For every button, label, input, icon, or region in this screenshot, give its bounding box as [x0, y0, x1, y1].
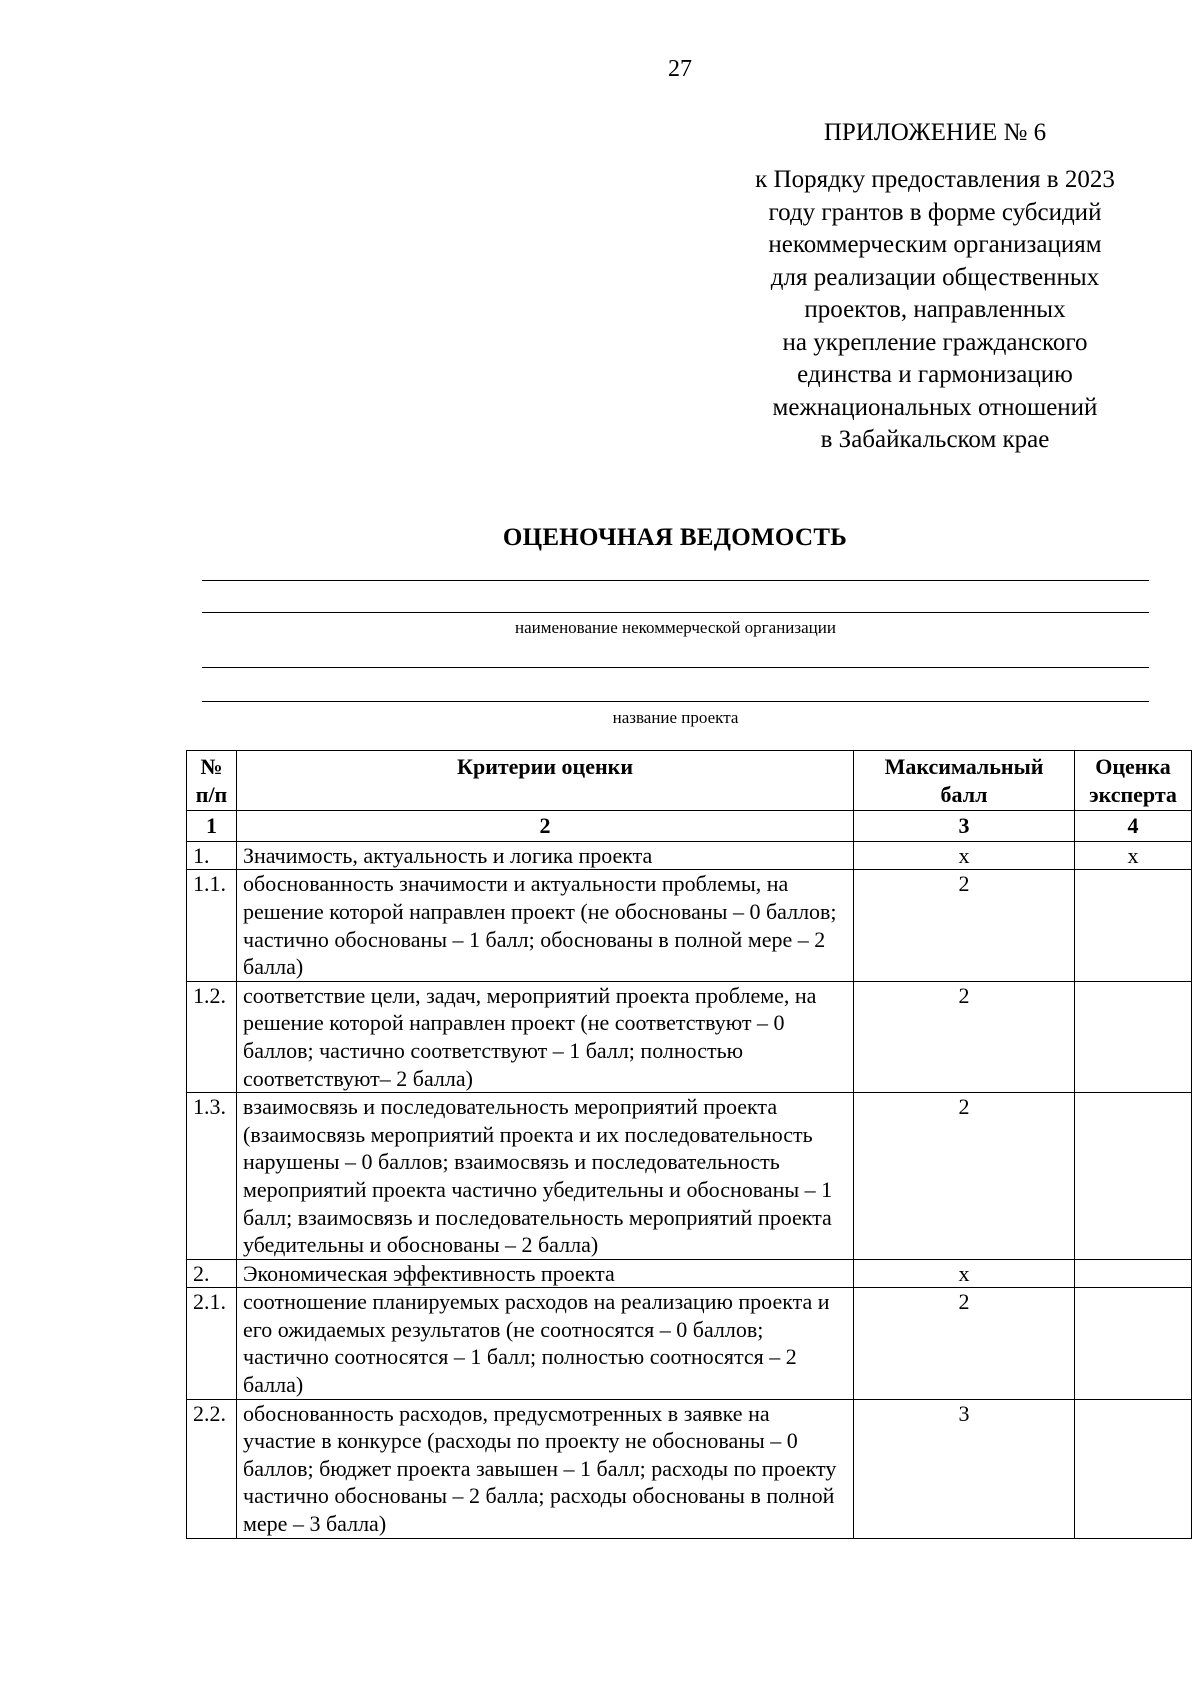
row-criterion: Значимость, актуальность и логика проекта [237, 841, 854, 870]
table-row [187, 1399, 1192, 1538]
row-expert-score [1075, 1399, 1192, 1538]
row-number: 2. [187, 1259, 237, 1288]
column-number: 1 [187, 811, 237, 842]
row-number: 2.1. [187, 1288, 237, 1399]
column-number: 3 [854, 811, 1075, 842]
row-max-score: 2 [854, 1288, 1075, 1399]
appendix-line: к Порядку предоставления в 2023 [755, 166, 1115, 193]
project-name-line [202, 667, 1149, 668]
column-number: 2 [237, 811, 854, 842]
header-number: № п/п [187, 751, 237, 811]
row-criterion: обоснованность расходов, предусмотренных в заявке на участие в конкурсе (расходы по проекту не обоснованы – 0 баллов; бюджет проекта завышен – 1 балл; расходы по проекту частично обоснованы – 2 балла; расходы обоснованы в полной мере – 3 балла) [237, 1399, 854, 1538]
header-expert-score: Оценка эксперта [1075, 751, 1192, 811]
row-max-score: 3 [854, 1399, 1075, 1538]
document-title: ОЦЕНОЧНАЯ ВЕДОМОСТЬ [502, 524, 848, 551]
row-expert-score [1075, 981, 1192, 1092]
row-criterion: обоснованность значимости и актуальности проблемы, на решение которой направлен проект (не обоснованы – 0 баллов; частично обоснованы – 1 балл; обоснованы в полной мере – 2 балла) [237, 870, 854, 981]
appendix-line: проектов, направленных [804, 296, 1066, 323]
row-criterion: Экономическая эффективность проекта [237, 1259, 854, 1288]
appendix-line: в Забайкальском крае [820, 426, 1050, 453]
column-number: 4 [1075, 811, 1192, 842]
appendix-line: единства и гармонизацию [797, 361, 1073, 388]
row-expert-score [1075, 1288, 1192, 1399]
criteria-table [186, 750, 1192, 1539]
org-name-line [202, 612, 1149, 613]
page-number: 27 [668, 56, 692, 82]
row-max-score: х [854, 1259, 1075, 1288]
appendix-subtitle [710, 164, 1160, 457]
org-name-caption: наименование некоммерческой организации [515, 618, 836, 637]
row-number: 1.3. [187, 1093, 237, 1260]
row-number: 1.1. [187, 870, 237, 981]
appendix-line: на укрепление гражданского [782, 328, 1088, 356]
table-header-row [187, 751, 1192, 811]
column-number-row [187, 811, 1192, 842]
row-expert-score: х [1075, 841, 1192, 870]
row-number: 1. [187, 841, 237, 870]
row-expert-score [1075, 1093, 1192, 1260]
row-max-score: 2 [854, 1093, 1075, 1260]
project-name-caption: название проекта [612, 708, 739, 727]
org-name-line [202, 580, 1149, 581]
header-max-score: Максимальный балл [854, 751, 1075, 811]
appendix-line: для реализации общественных [770, 263, 1100, 291]
table-row [187, 1259, 1192, 1288]
row-number: 2.2. [187, 1399, 237, 1538]
row-number: 1.2. [187, 981, 237, 1092]
table-row [187, 1093, 1192, 1260]
row-criterion: взаимосвязь и последовательность мероприятий проекта (взаимосвязь мероприятий проекта и их последовательность нарушены – 0 баллов; взаимосвязь и последовательность мероприятий проекта частично убедительны и обоснованы – 1 балл; взаимосвязь и последовательность мероприятий проекта убедительны и обоснованы – 2 балла) [237, 1093, 854, 1260]
row-expert-score [1075, 870, 1192, 981]
row-criterion: соответствие цели, задач, мероприятий проекта проблеме, на решение которой направлен проект (не соответствуют – 0 баллов; частично соответствуют – 1 балл; полностью соответствуют– 2 балла) [237, 981, 854, 1092]
row-max-score: х [854, 841, 1075, 870]
project-name-line [202, 701, 1149, 702]
table-row [187, 1288, 1192, 1399]
header-criteria: Критерии оценки [237, 751, 854, 811]
appendix-line: году грантов в форме субсидий [768, 198, 1102, 226]
table-row [187, 870, 1192, 981]
appendix-line: межнациональных отношений [772, 393, 1098, 421]
table-row [187, 981, 1192, 1092]
row-max-score: 2 [854, 981, 1075, 1092]
appendix-title: ПРИЛОЖЕНИЕ № 6 [823, 119, 1047, 146]
table-row [187, 841, 1192, 870]
row-max-score: 2 [854, 870, 1075, 981]
row-expert-score [1075, 1259, 1192, 1288]
appendix-line: некоммерческим организациям [768, 231, 1102, 258]
row-criterion: соотношение планируемых расходов на реализацию проекта и его ожидаемых результатов (не соотносятся – 0 баллов; частично соотносятся – 1 балл; полностью соотносятся – 2 балла) [237, 1288, 854, 1399]
